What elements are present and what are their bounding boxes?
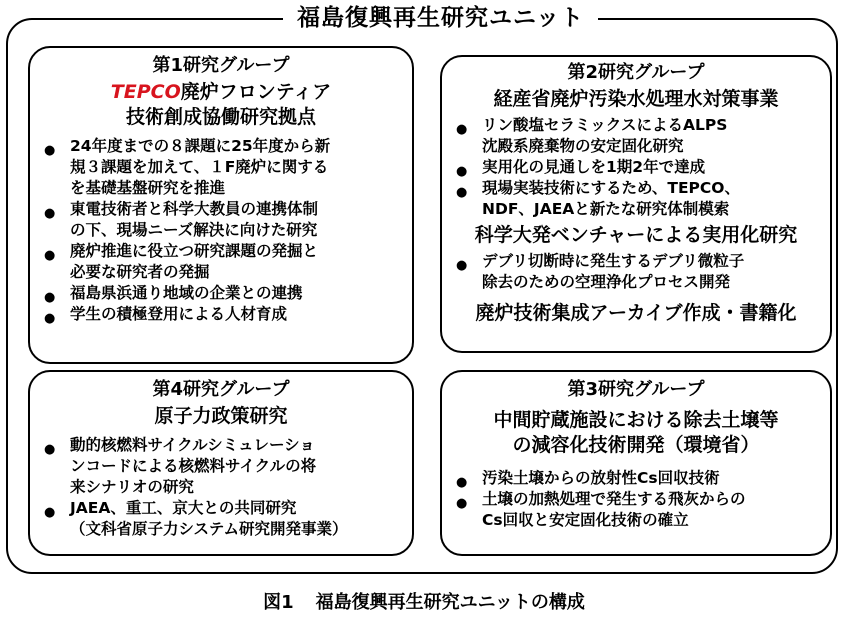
bullet-icon: ●: [456, 475, 468, 490]
bullet-icon: ●: [44, 248, 56, 263]
list-item: [442, 115, 830, 157]
list-item: [30, 435, 412, 498]
list-item-line: 学生の積極登用による人材育成: [70, 305, 288, 323]
bullet-icon: ●: [44, 206, 56, 221]
list-item: [30, 241, 412, 283]
figure-caption: [0, 590, 848, 616]
list-item-line: 実用化の見通しを1期2年で達成: [482, 158, 706, 176]
bullet-icon: ●: [44, 290, 56, 305]
group4-box: [28, 370, 414, 556]
group4-list: [30, 435, 412, 540]
list-item-line: 現場実装技術にするため、TEPCO、: [482, 179, 740, 197]
bullet-icon: ●: [44, 143, 56, 158]
group2-section2: 科学大発ベンチャーによる実用化研究: [474, 224, 798, 246]
group2-list1: [442, 115, 830, 220]
list-item-line: （文科省原子力システム研究開発事業）: [70, 520, 348, 538]
list-item-line: 沈殿系廃棄物の安定固化研究: [482, 137, 684, 155]
group2-title: 第2研究グループ: [567, 62, 705, 83]
group3-list: [442, 468, 830, 531]
list-item: [30, 283, 412, 304]
group3-subtitle-line1: 中間貯蔵施設における除去土壌等: [493, 409, 779, 431]
group1-subtitle-rest: 廃炉フロンティア: [180, 81, 332, 103]
bullet-icon: ●: [44, 311, 56, 326]
list-item-line: を基礎基盤研究を推進: [70, 179, 226, 197]
bullet-icon: ●: [44, 505, 56, 520]
list-item: [442, 178, 830, 220]
group4-title: 第4研究グループ: [152, 379, 290, 400]
group2-section1: 経産省廃炉汚染水処理水対策事業: [493, 88, 779, 110]
group2-box: [440, 55, 832, 353]
caption-text: 福島復興再生研究ユニットの構成: [315, 592, 585, 613]
bullet-icon: ●: [456, 164, 468, 179]
group1-title: 第1研究グループ: [152, 55, 290, 76]
list-item: [442, 489, 830, 531]
group3-subtitle-line2: の減容化技術開発（環境省）: [512, 434, 760, 456]
bullet-icon: ●: [456, 185, 468, 200]
list-item-line: の下、現場ニーズ解決に向けた研究: [70, 221, 318, 239]
list-item: [30, 136, 412, 199]
list-item-line: 24年度までの８課題に25年度から新: [70, 137, 331, 155]
list-item: [30, 199, 412, 241]
list-item-line: 東電技術者と科学大教員の連携体制: [70, 200, 319, 218]
bullet-icon: ●: [456, 122, 468, 137]
bullet-icon: ●: [44, 442, 56, 457]
list-item: [30, 304, 412, 325]
list-item-line: 廃炉推進に役立つ研究課題の発掘と: [70, 242, 319, 260]
list-item-line: デブリ切断時に発生するデブリ微粒子: [482, 252, 745, 270]
list-item-line: 動的核燃料サイクルシミュレーショ: [70, 436, 315, 454]
list-item-line: リン酸塩セラミックスによるALPS: [482, 116, 728, 134]
list-item: [30, 498, 412, 540]
list-item-line: 規３課題を加えて、１F廃炉に関する: [70, 158, 329, 176]
list-item-line: 除去のための空理浄化プロセス開発: [482, 273, 731, 291]
caption-label: 図1: [263, 592, 294, 613]
list-item-line: 福島県浜通り地域の企業との連携: [70, 284, 303, 302]
bullet-icon: ●: [456, 258, 468, 273]
list-item: [442, 468, 830, 489]
group1-subtitle-line2: 技術創成協働研究拠点: [125, 106, 316, 128]
list-item-line: Cs回収と安定固化技術の確立: [482, 511, 689, 529]
list-item-line: JAEA、重工、京大との共同研究: [70, 499, 297, 517]
unit-title: 福島復興再生研究ユニット: [283, 2, 598, 34]
group3-box: [440, 370, 832, 556]
group1-subtitle: [30, 80, 412, 105]
bullet-icon: ●: [456, 496, 468, 511]
list-item-line: ンコードによる核燃料サイクルの将: [70, 457, 317, 475]
group1-box: [28, 46, 414, 364]
list-item-line: NDF、JAEAと新たな研究体制模索: [482, 200, 730, 218]
group1-list: [30, 136, 412, 325]
list-item-line: 来シナリオの研究: [70, 478, 194, 496]
list-item: [442, 251, 830, 293]
group4-subtitle: 原子力政策研究: [154, 405, 288, 427]
group2-section3: 廃炉技術集成アーカイブ作成・書籍化: [475, 302, 797, 324]
list-item-line: 土壌の加熱処理で発生する飛灰からの: [482, 490, 746, 508]
list-item: [442, 157, 830, 178]
tepco-brand: TEPCO: [110, 81, 181, 103]
group3-title: 第3研究グループ: [567, 379, 705, 400]
group2-list2: [442, 251, 830, 293]
list-item-line: 必要な研究者の発掘: [70, 263, 210, 281]
list-item-line: 汚染土壌からの放射性Cs回収技術: [482, 469, 720, 487]
